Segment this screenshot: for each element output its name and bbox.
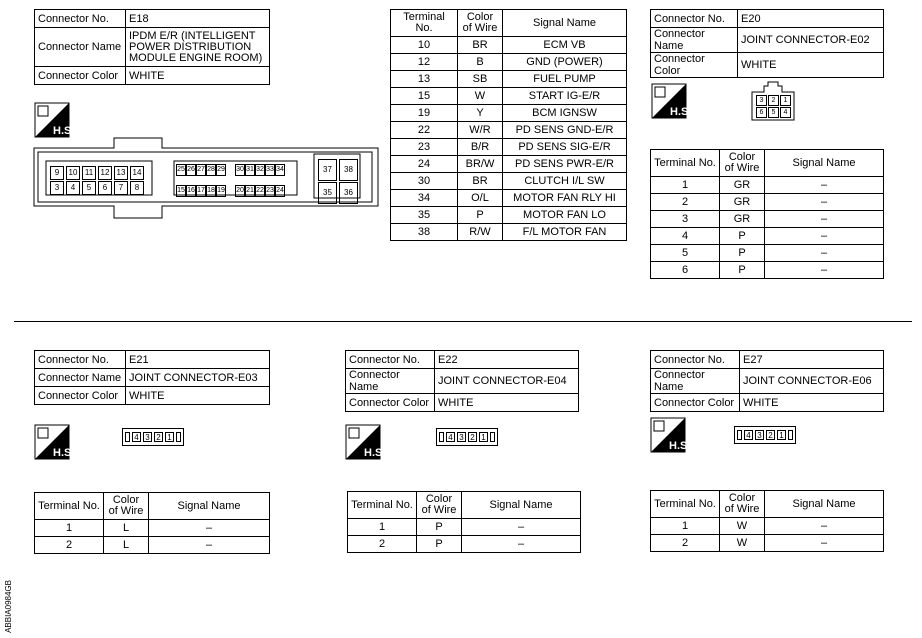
pin-cell: 22 [255, 185, 265, 197]
pin-cell: 27 [196, 164, 206, 176]
label-connector-color: Connector Color [651, 53, 738, 78]
wire-color-cell: W [720, 535, 765, 552]
svg-text:H.S.: H.S. [53, 447, 75, 459]
signal-name-cell: – [765, 228, 884, 245]
terminal-cell: 35 [391, 207, 458, 224]
table-row [651, 194, 884, 211]
signal-name-cell: GND (POWER) [503, 54, 627, 71]
e21-signal-table [34, 492, 270, 554]
label-connector-name: Connector Name [35, 28, 126, 67]
e27-connector-color: WHITE [740, 394, 884, 412]
label-connector-no: Connector No. [35, 351, 126, 369]
pin-cell: 3 [143, 432, 152, 442]
connector-tab [176, 432, 181, 442]
header-signal: Signal Name [765, 491, 884, 518]
table-row [391, 156, 627, 173]
connector-tab [439, 432, 444, 442]
pin-cell: 10 [66, 166, 80, 180]
pin-cell: 33 [265, 164, 275, 176]
pin-cell: 29 [216, 164, 226, 176]
e27-connector-name: JOINT CONNECTOR-E06 [740, 369, 884, 394]
wire-color-cell: P [720, 228, 765, 245]
signal-name-cell: BCM IGNSW [503, 105, 627, 122]
pin-cell: 30 [235, 164, 245, 176]
table-row [651, 228, 884, 245]
header-signal: Signal Name [149, 493, 270, 520]
header-color-wire: Color of Wire [720, 491, 765, 518]
e27-connector-diagram [734, 426, 796, 444]
signal-name-cell: – [765, 245, 884, 262]
pin-cell: 37 [318, 159, 337, 181]
pin-cell: 3 [755, 430, 764, 440]
pin-cell: 19 [216, 185, 226, 197]
wire-color-cell: GR [720, 211, 765, 228]
label-connector-no: Connector No. [346, 351, 435, 369]
hs-icon [35, 425, 75, 459]
pin-cell: 1 [777, 430, 786, 440]
header-signal: Signal Name [503, 10, 627, 37]
label-connector-name: Connector Name [651, 369, 740, 394]
pin-cell: 17 [196, 185, 206, 197]
pin-cell: 4 [780, 107, 791, 118]
wire-color-cell: BR [458, 173, 503, 190]
terminal-cell: 23 [391, 139, 458, 156]
wire-color-cell: P [720, 262, 765, 279]
wire-color-cell: SB [458, 71, 503, 88]
pin-cell: 35 [318, 182, 337, 204]
wire-color-cell: B/R [458, 139, 503, 156]
svg-text:H.S.: H.S. [670, 106, 692, 118]
wire-color-cell: P [458, 207, 503, 224]
table-row [348, 536, 581, 553]
signal-name-cell: START IG-E/R [503, 88, 627, 105]
signal-name-cell: – [765, 518, 884, 535]
e20-info-table [650, 9, 884, 78]
signal-name-cell: CLUTCH I/L SW [503, 173, 627, 190]
label-connector-no: Connector No. [651, 10, 738, 28]
pin-cell: 6 [756, 107, 767, 118]
e18-connector-no: E18 [126, 10, 270, 28]
terminal-cell: 10 [391, 37, 458, 54]
table-row [35, 537, 270, 554]
pin-cell: 5 [82, 181, 96, 195]
pin-cell: 1 [165, 432, 174, 442]
pin-cell: 4 [132, 432, 141, 442]
pin-cell: 4 [744, 430, 753, 440]
table-row [391, 71, 627, 88]
signal-name-cell: FUEL PUMP [503, 71, 627, 88]
header-terminal: Terminal No. [391, 10, 458, 37]
pin-cell: 12 [98, 166, 112, 180]
hs-icon [651, 418, 691, 452]
pin-cell: 36 [339, 182, 358, 204]
e18-connector-color: WHITE [126, 67, 270, 85]
pin-cell: 28 [206, 164, 216, 176]
label-connector-no: Connector No. [651, 351, 740, 369]
label-connector-color: Connector Color [35, 67, 126, 85]
pin-cell: 4 [446, 432, 455, 442]
pin-cell: 24 [275, 185, 285, 197]
signal-name-cell: – [765, 262, 884, 279]
wire-color-cell: O/L [458, 190, 503, 207]
e21-connector-no: E21 [126, 351, 270, 369]
table-row [391, 105, 627, 122]
label-connector-color: Connector Color [346, 394, 435, 412]
terminal-cell: 1 [348, 519, 417, 536]
wire-color-cell: P [417, 519, 462, 536]
terminal-cell: 24 [391, 156, 458, 173]
e20-signal-table [650, 149, 884, 279]
table-row [391, 54, 627, 71]
header-terminal: Terminal No. [651, 491, 720, 518]
connector-tab [125, 432, 130, 442]
section-divider [14, 321, 912, 322]
table-row [391, 207, 627, 224]
e22-connector-color: WHITE [435, 394, 579, 412]
pin-cell: 8 [130, 181, 144, 195]
terminal-cell: 13 [391, 71, 458, 88]
table-row [651, 262, 884, 279]
pin-cell: 38 [339, 159, 358, 181]
hs-label: H.S. [53, 125, 75, 137]
pin-cell: 2 [468, 432, 477, 442]
pin-cell: 21 [245, 185, 255, 197]
header-color-wire: Color of Wire [720, 150, 765, 177]
header-color-wire: Color of Wire [104, 493, 149, 520]
signal-name-cell: F/L MOTOR FAN [503, 224, 627, 241]
header-signal: Signal Name [765, 150, 884, 177]
signal-name-cell: – [765, 535, 884, 552]
wire-color-cell: P [720, 245, 765, 262]
terminal-cell: 15 [391, 88, 458, 105]
terminal-cell: 1 [651, 177, 720, 194]
terminal-cell: 19 [391, 105, 458, 122]
table-row [391, 139, 627, 156]
terminal-cell: 1 [651, 518, 720, 535]
pin-cell: 3 [50, 181, 64, 195]
signal-name-cell: – [149, 537, 270, 554]
header-color-wire: Color of Wire [458, 10, 503, 37]
pin-cell: 6 [98, 181, 112, 195]
connector-tab [788, 430, 793, 440]
e22-connector-no: E22 [435, 351, 579, 369]
terminal-cell: 1 [35, 520, 104, 537]
e21-connector-diagram [122, 428, 184, 446]
pin-cell: 3 [756, 95, 767, 106]
terminal-cell: 5 [651, 245, 720, 262]
pin-cell: 9 [50, 166, 64, 180]
label-connector-no: Connector No. [35, 10, 126, 28]
terminal-cell: 4 [651, 228, 720, 245]
e21-connector-color: WHITE [126, 387, 270, 405]
e20-connector-color: WHITE [738, 53, 884, 78]
wire-color-cell: L [104, 520, 149, 537]
terminal-cell: 30 [391, 173, 458, 190]
table-row [391, 224, 627, 241]
table-row [391, 190, 627, 207]
wire-color-cell: BR/W [458, 156, 503, 173]
pin-cell: 2 [154, 432, 163, 442]
table-row [391, 37, 627, 54]
pin-cell: 4 [66, 181, 80, 195]
table-row [651, 535, 884, 552]
hs-icon [652, 84, 692, 118]
table-row [651, 518, 884, 535]
signal-name-cell: – [765, 194, 884, 211]
header-signal: Signal Name [462, 492, 581, 519]
table-row [391, 122, 627, 139]
wire-color-cell: L [104, 537, 149, 554]
hs-icon [346, 425, 386, 459]
terminal-cell: 2 [348, 536, 417, 553]
e22-connector-name: JOINT CONNECTOR-E04 [435, 369, 579, 394]
pin-cell: 16 [186, 185, 196, 197]
e18-signal-table [390, 9, 627, 241]
pin-cell: 5 [768, 107, 779, 118]
pin-cell: 25 [176, 164, 186, 176]
e21-info-table [34, 350, 270, 405]
header-terminal: Terminal No. [35, 493, 104, 520]
signal-name-cell: – [765, 211, 884, 228]
label-connector-name: Connector Name [651, 28, 738, 53]
pin-cell: 2 [768, 95, 779, 106]
pin-cell: 20 [235, 185, 245, 197]
pin-cell: 1 [780, 95, 791, 106]
signal-name-cell: PD SENS PWR-E/R [503, 156, 627, 173]
signal-name-cell: MOTOR FAN RLY HI [503, 190, 627, 207]
wire-color-cell: W/R [458, 122, 503, 139]
wire-color-cell: Y [458, 105, 503, 122]
pin-cell: 15 [176, 185, 186, 197]
figure-code: ABBIA0984GB [4, 580, 13, 633]
signal-name-cell: MOTOR FAN LO [503, 207, 627, 224]
e18-connector-name: IPDM E/R (INTELLIGENT POWER DISTRIBUTION MODULE ENGINE ROOM) [126, 28, 270, 67]
terminal-cell: 3 [651, 211, 720, 228]
signal-name-cell: – [462, 519, 581, 536]
table-row [348, 519, 581, 536]
label-connector-name: Connector Name [35, 369, 126, 387]
e27-signal-table [650, 490, 884, 552]
header-terminal: Terminal No. [651, 150, 720, 177]
terminal-cell: 12 [391, 54, 458, 71]
label-connector-color: Connector Color [35, 387, 126, 405]
signal-name-cell: – [149, 520, 270, 537]
e21-connector-name: JOINT CONNECTOR-E03 [126, 369, 270, 387]
hs-icon [35, 103, 75, 137]
connector-tab [490, 432, 495, 442]
header-color-wire: Color of Wire [417, 492, 462, 519]
table-row [651, 211, 884, 228]
svg-text:H.S.: H.S. [669, 440, 691, 452]
e18-info-table [34, 9, 270, 85]
pin-cell: 32 [255, 164, 265, 176]
e22-signal-table [347, 491, 581, 553]
pin-cell: 34 [275, 164, 285, 176]
wire-color-cell: B [458, 54, 503, 71]
pin-cell: 1 [479, 432, 488, 442]
terminal-cell: 38 [391, 224, 458, 241]
e22-connector-diagram [436, 428, 498, 446]
pin-cell: 2 [766, 430, 775, 440]
signal-name-cell: PD SENS SIG-E/R [503, 139, 627, 156]
signal-name-cell: – [462, 536, 581, 553]
terminal-cell: 22 [391, 122, 458, 139]
svg-text:H.S.: H.S. [364, 447, 386, 459]
e22-info-table [345, 350, 579, 412]
wire-color-cell: R/W [458, 224, 503, 241]
pin-cell: 26 [186, 164, 196, 176]
wire-color-cell: GR [720, 177, 765, 194]
pin-cell: 11 [82, 166, 96, 180]
pin-cell: 13 [114, 166, 128, 180]
pin-cell: 18 [206, 185, 216, 197]
terminal-cell: 2 [651, 194, 720, 211]
wire-color-cell: W [458, 88, 503, 105]
pin-cell: 14 [130, 166, 144, 180]
terminal-cell: 6 [651, 262, 720, 279]
table-row [651, 177, 884, 194]
pin-cell: 7 [114, 181, 128, 195]
signal-name-cell: ECM VB [503, 37, 627, 54]
label-connector-name: Connector Name [346, 369, 435, 394]
signal-name-cell: – [765, 177, 884, 194]
signal-name-cell: PD SENS GND-E/R [503, 122, 627, 139]
table-row [35, 520, 270, 537]
connector-tab [737, 430, 742, 440]
pin-cell: 23 [265, 185, 275, 197]
terminal-cell: 34 [391, 190, 458, 207]
pin-cell: 3 [457, 432, 466, 442]
table-row [391, 88, 627, 105]
label-connector-color: Connector Color [651, 394, 740, 412]
wire-color-cell: P [417, 536, 462, 553]
wire-color-cell: W [720, 518, 765, 535]
table-row [391, 173, 627, 190]
pin-cell: 31 [245, 164, 255, 176]
e27-connector-no: E27 [740, 351, 884, 369]
wire-color-cell: GR [720, 194, 765, 211]
e20-connector-name: JOINT CONNECTOR-E02 [738, 28, 884, 53]
e27-info-table [650, 350, 884, 412]
e20-connector-no: E20 [738, 10, 884, 28]
table-row [651, 245, 884, 262]
header-terminal: Terminal No. [348, 492, 417, 519]
wire-color-cell: BR [458, 37, 503, 54]
terminal-cell: 2 [35, 537, 104, 554]
terminal-cell: 2 [651, 535, 720, 552]
